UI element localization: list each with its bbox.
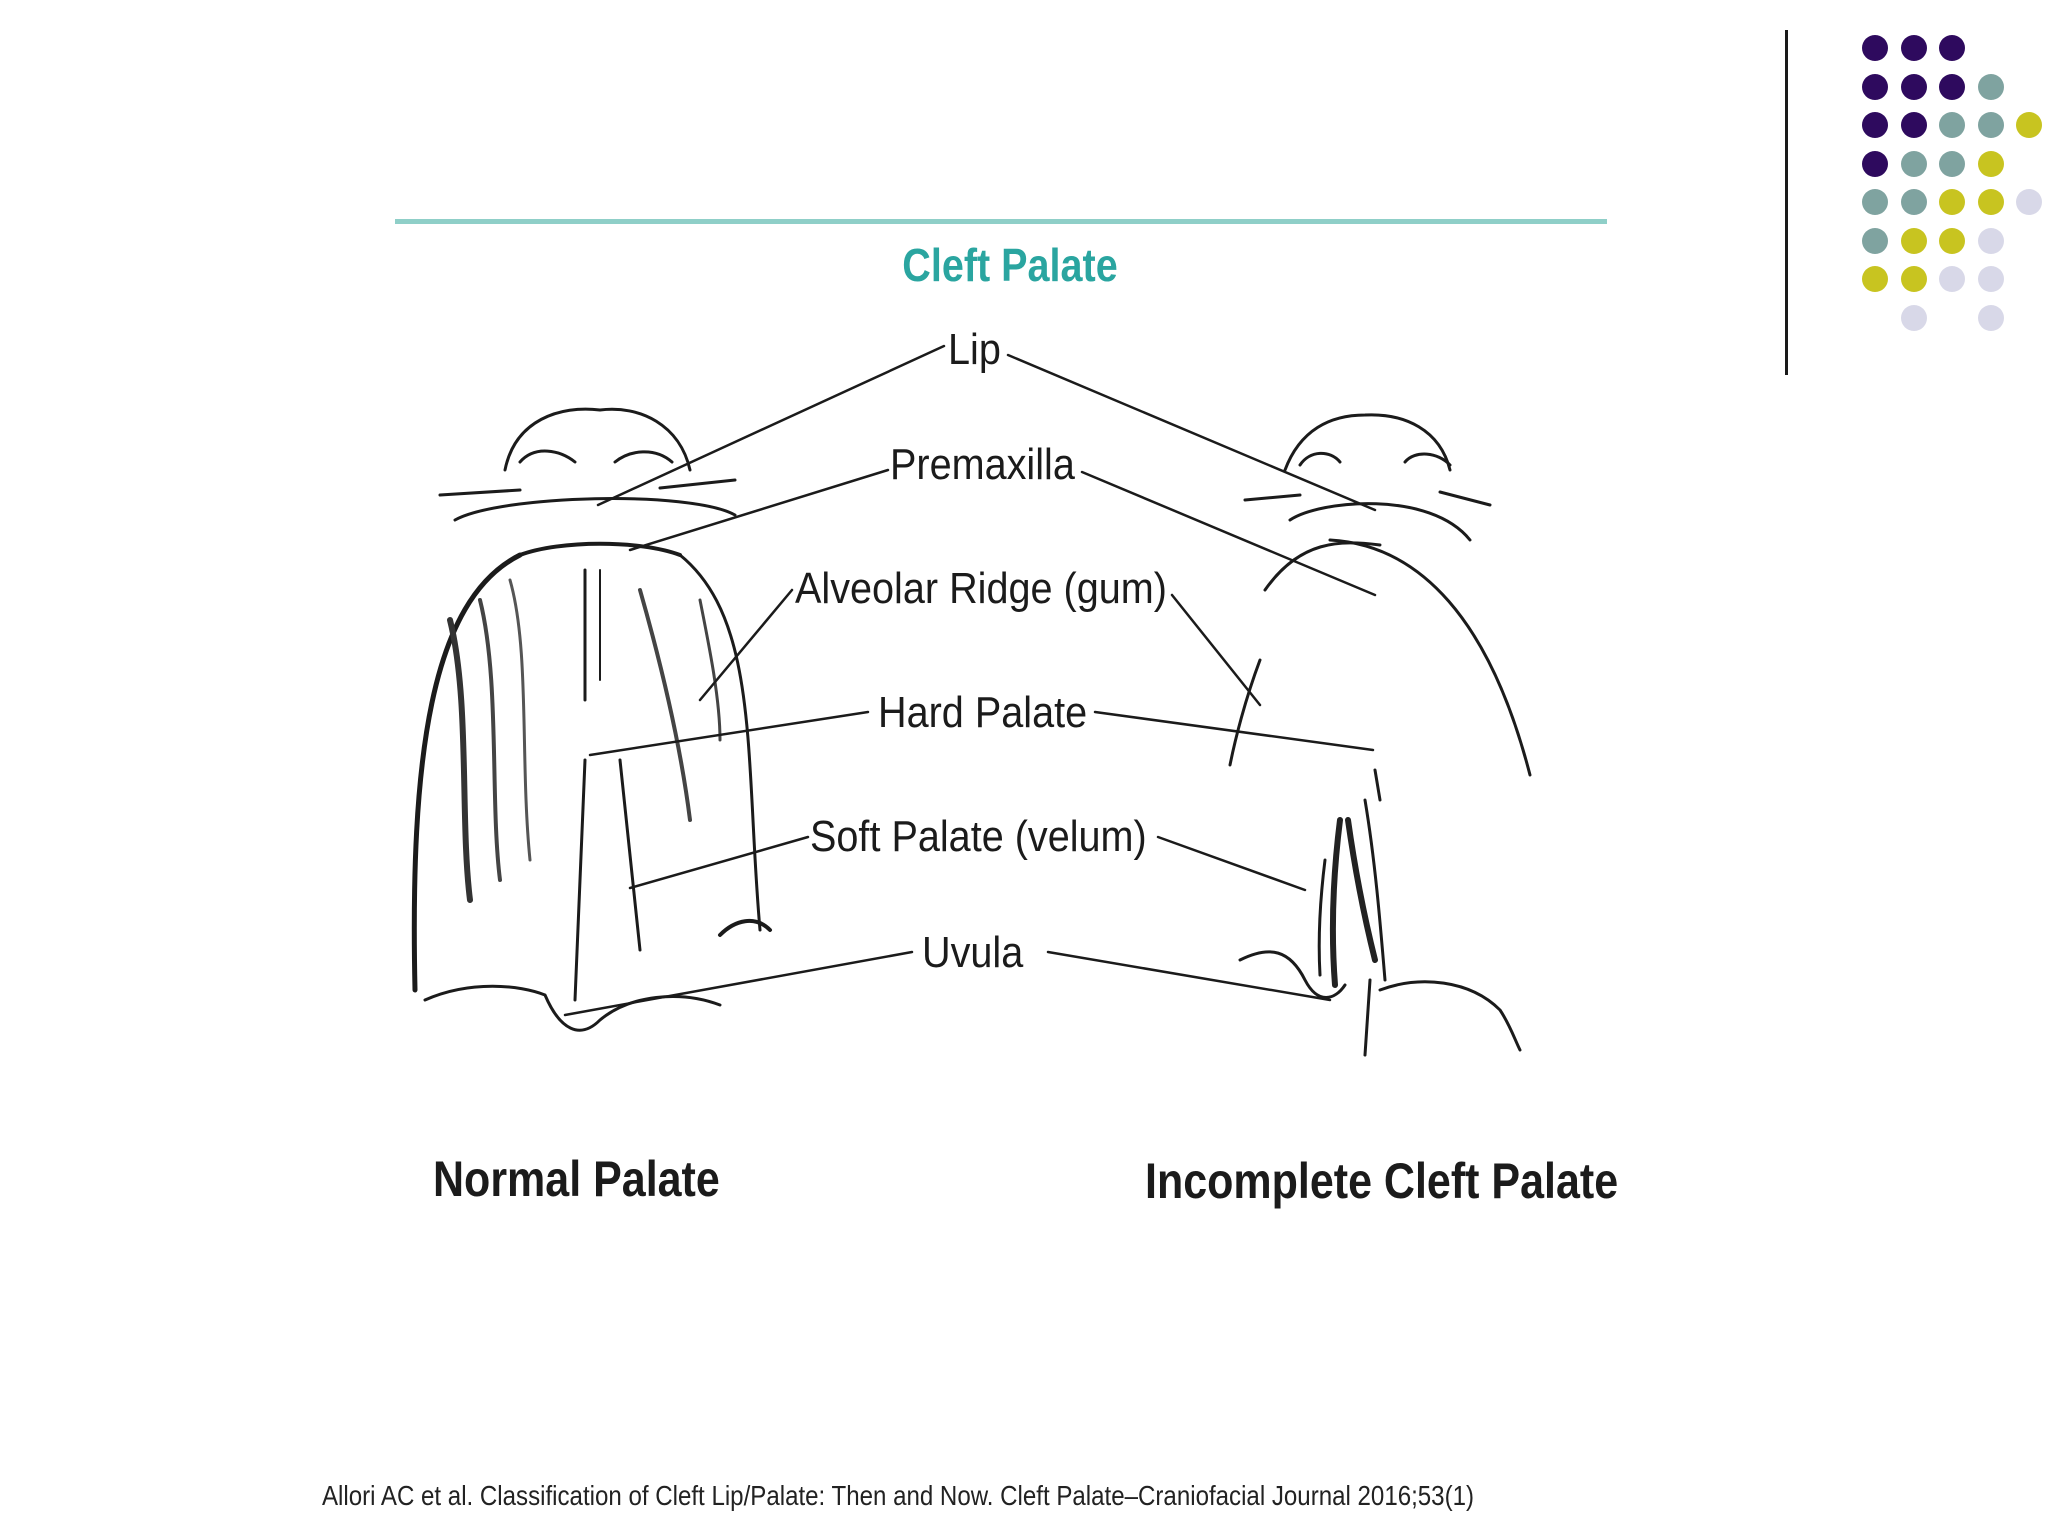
label-premaxilla: Premaxilla (890, 440, 1075, 489)
label-uvula: Uvula (922, 928, 1024, 977)
citation: Allori AC et al. Classification of Cleft Lip/Palate: Then and Now. Cleft Palate–Craniofacial Journal 2016;53(1) (322, 1480, 1475, 1511)
caption-incomplete-cleft-palate: Incomplete Cleft Palate (1145, 1153, 1619, 1209)
cleft-palate-drawing (1230, 415, 1530, 1055)
diagram-title: Cleft Palate (902, 239, 1118, 291)
normal-palate-drawing (414, 409, 770, 1030)
label-alveolar-ridge: Alveolar Ridge (gum) (795, 564, 1167, 613)
label-hard-palate: Hard Palate (878, 688, 1088, 737)
caption-normal-palate: Normal Palate (433, 1151, 720, 1207)
label-soft-palate: Soft Palate (velum) (810, 812, 1147, 861)
label-lip: Lip (948, 325, 1001, 374)
